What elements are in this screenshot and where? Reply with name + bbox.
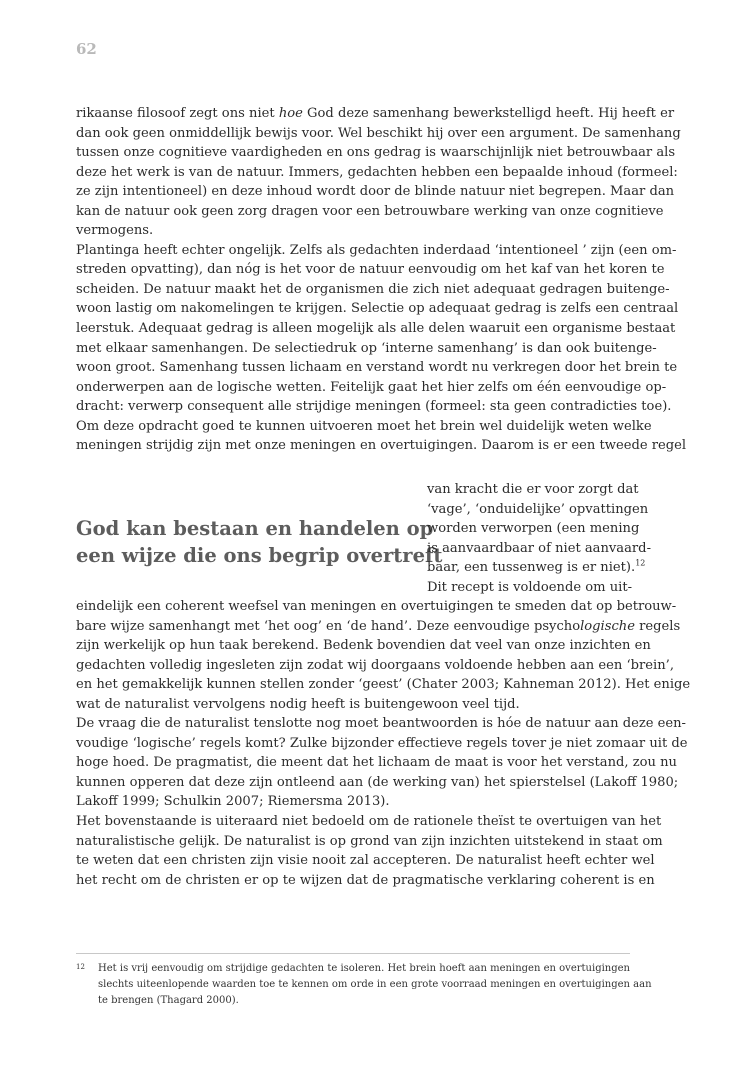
block1-line: leerstuk. Adequaat gedrag is alleen mogelijk als alle delen waaruit een organisme bestaat [76,321,676,337]
block1-line: streden opvatting), dan nóg is het voor de natuur eenvoudig om het kaf van het koren te [76,262,665,278]
block2-line: en het gemakkelijk kunnen stellen zonder ‘geest’ (Chater 2003; Kahneman 2012). Het enige [76,677,691,693]
sidecol-line: baar, een tussenweg is er niet).$^{12}$ [427,558,646,576]
block2-line: gedachten volledig ingesleten zijn zodat wij doorgaans voldoende hebben aan een ‘brein’, [76,657,674,673]
block2-line: wat de naturalist vervolgens nodig heeft is buitengewoon veel tijd. [76,696,520,712]
block1-line: ze zijn intentioneel) en deze inhoud wordt door de blinde natuur niet begrepen. Maar dan [76,184,675,200]
footnote-line: te brengen (Thagard 2000). [98,995,239,1006]
block2-line: het recht om de christen er op te wijzen dat de pragmatische verklaring coherent is en [76,872,655,888]
block1-line: kan de natuur ook geen zorg dragen voor een betrouwbare werking van onze cognitieve [76,203,664,219]
block1-line: rikaanse filosoof zegt ons niet hoe God deze samenhang bewerkstelligd heeft. Hij heeft er [76,106,675,121]
body-text-side-column [427,480,651,597]
footnote-text [98,961,652,1009]
block2-line: eindelijk een coherent weefsel van meningen en overtuigingen te smeden dat op betrouw- [76,599,677,614]
body-text-top [76,104,687,456]
block1-line: woon lastig om nakomelingen te krijgen. Selectie op adequaat gedrag is zelfs een centraal [76,301,679,317]
sidecol-line: Dit recept is voldoende om uit- [427,579,633,595]
block1-line: onderwerpen aan de logische wetten. Feitelijk gaat het hier zelfs om één eenvoudige op- [76,379,667,395]
block1-line: meningen strijdig zijn met onze meningen en overtuigingen. Daarom is er een tweede regel [76,438,687,454]
section-heading [76,515,443,569]
block2-line: zijn werkelijk op hun taak berekend. Bedenk bovendien dat veel van onze inzichten en [76,638,651,654]
block1-line: dracht: verwerp consequent alle strijdige meningen (formeel: sta geen contradicties toe). [76,399,672,415]
block2-line: bare wijze samenhangt met ‘het oog’ en ‘de hand’. Deze eenvoudige psychologische regels [76,618,681,634]
block1-line: Plantinga heeft echter ongelijk. Zelfs als gedachten inderdaad ‘intentioneel ’ zijn (een om- [76,242,677,258]
block1-line: Om deze opdracht goed te kunnen uitvoeren moet het brein wel duidelijk weten welke [76,418,652,434]
block1-line: scheiden. De natuur maakt het de organismen die zich niet adequaat gedragen buitenge- [76,281,670,297]
block1-line: deze het werk is van de natuur. Immers, gedachten hebben een bepaalde inhoud (formeel: [76,164,678,180]
section-heading-line: een wijze die ons begrip overtreft [76,544,443,567]
block1-line: vermogens. [76,223,154,239]
sidecol-line: van kracht die er voor zorgt dat [427,482,639,497]
footnote-divider [76,953,630,954]
page-number: 62 [76,40,97,58]
footnote-line: Het is vrij eenvoudig om strijdige gedachten te isoleren. Het brein hoeft aan meningen en overtuigingen [98,963,630,974]
block2-line: te weten dat een christen zijn visie nooit zal accepteren. De naturalist heeft echter wel [76,853,655,869]
block2-line: De vraag die de naturalist tenslotte nog moet beantwoorden is hóe de natuur aan deze een- [76,716,686,732]
block2-line: kunnen opperen dat deze zijn ontleend aan (de werking van) het spierstelsel (Lakoff 1980; [76,774,679,790]
block1-line: dan ook geen onmiddellijk bewijs voor. Wel beschikt hij over een argument. De samenhang [76,125,681,141]
block2-line: naturalistische gelijk. De naturalist is op grond van zijn inzichten uitstekend in staat om [76,833,663,849]
block2-line: voudige ‘logische’ regels komt? Zulke bijzonder effectieve regels tover je niet zomaar uit de [76,735,688,751]
sidecol-line: ‘vage’, ‘onduidelijke’ opvattingen [427,501,649,517]
block1-line: met elkaar samenhangen. De selectiedruk op ‘interne samenhang’ is dan ook buitenge- [76,340,657,356]
block2-line: Lakoff 1999; Schulkin 2007; Riemersma 2013). [76,794,390,810]
body-text-bottom [76,597,691,890]
sidecol-line: worden verworpen (een mening [427,521,640,537]
block2-line: Het bovenstaande is uiteraard niet bedoeld om de rationele theïst te overtuigen van het [76,814,662,830]
block1-line: woon groot. Samenhang tussen lichaam en verstand wordt nu verkregen door het brein te [76,360,678,376]
footnote-line: slechts uiteenlopende waarden toe te kennen om orde in een grote voorraad meningen en overtuigingen aan [98,979,652,990]
section-heading-line: God kan bestaan en handelen op [76,517,434,540]
sidecol-line: is aanvaardbaar of niet aanvaard- [427,540,651,556]
block2-line: hoge hoed. De pragmatist, die meent dat het lichaam de maat is voor het verstand, zou nu [76,755,677,771]
footnote-number: 12 [76,963,85,971]
footnote [76,961,652,1009]
block1-line: tussen onze cognitieve vaardigheden en ons gedrag is waarschijnlijk niet betrouwbaar als [76,145,676,161]
